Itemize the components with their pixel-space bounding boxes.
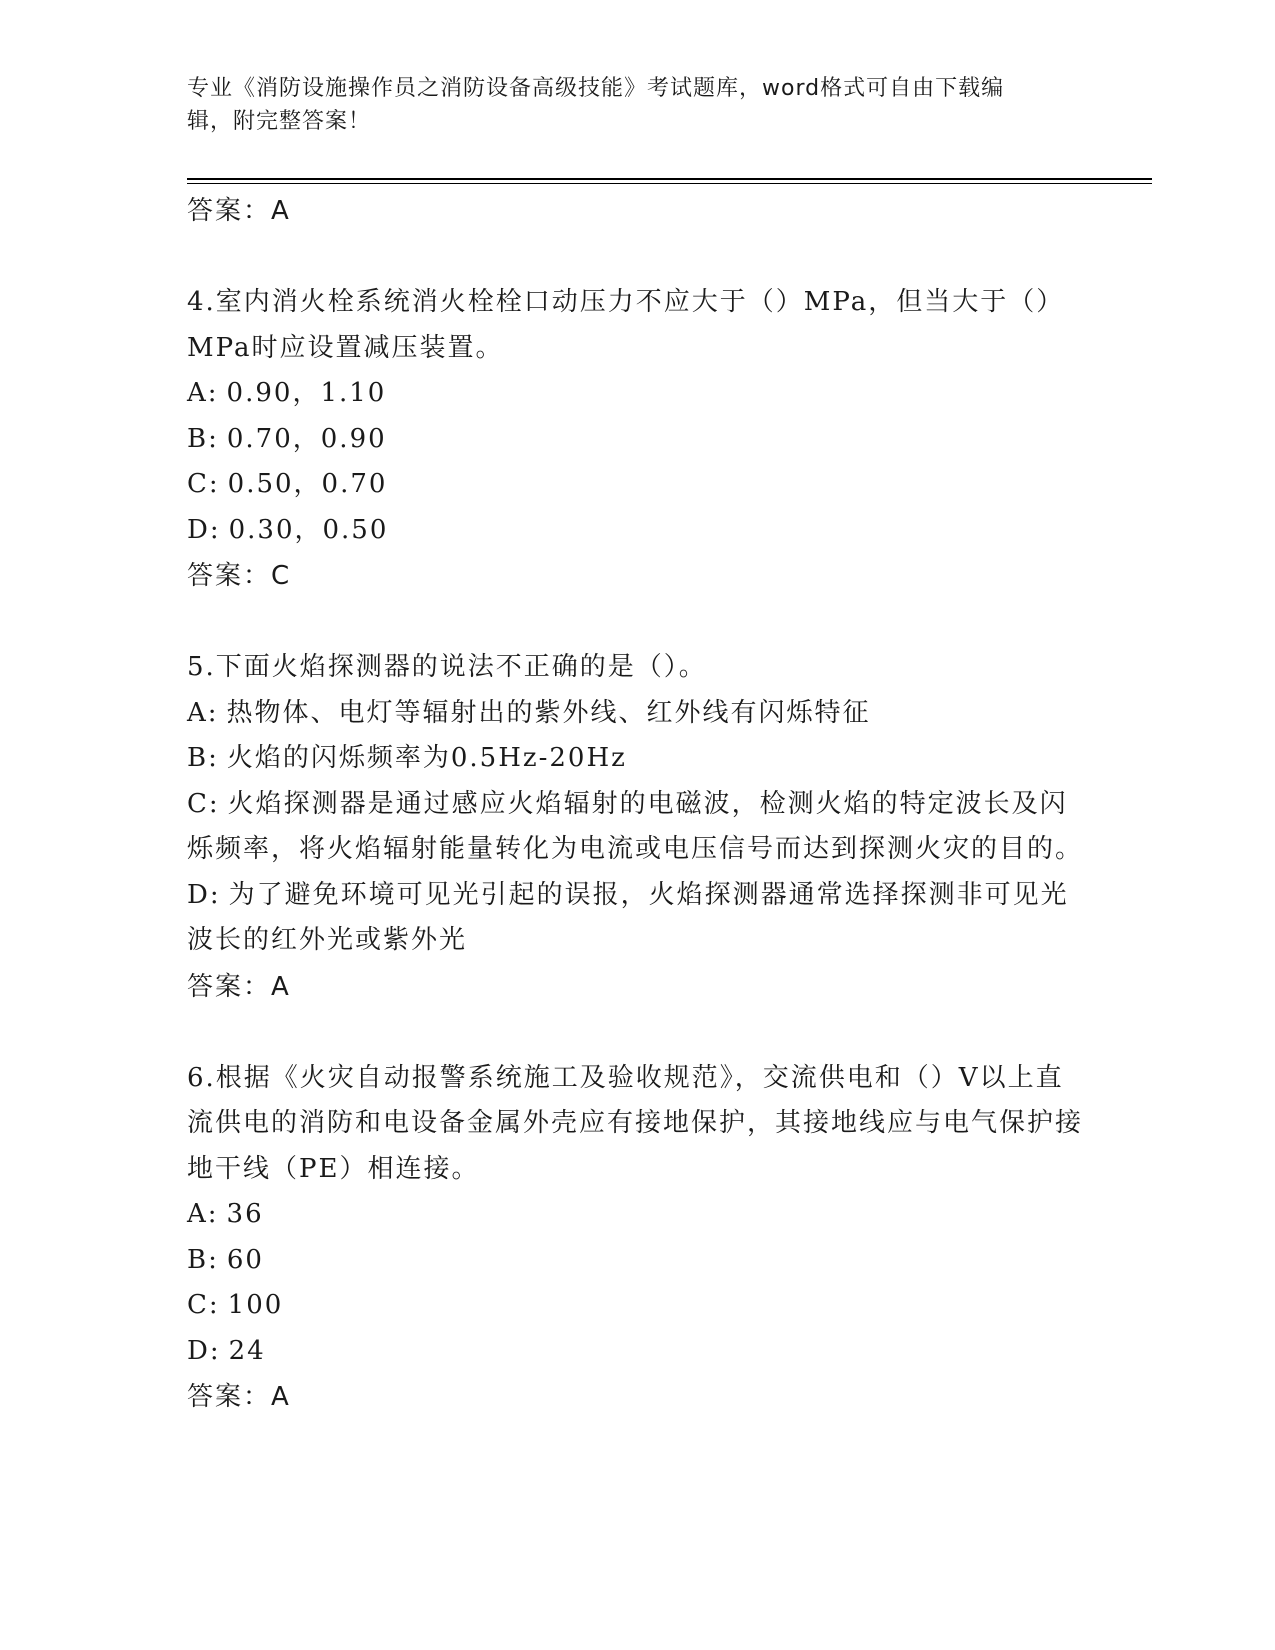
option-letter: B:: [187, 743, 219, 773]
option-letter: A:: [187, 1199, 219, 1229]
option-a: [187, 371, 1087, 417]
option-text: 0.90，1.10: [226, 378, 387, 408]
option-text: 0.30，0.50: [228, 514, 389, 545]
answer-line: [187, 964, 1087, 1010]
option-letter: A:: [187, 697, 219, 728]
option-letter: D:: [187, 514, 221, 545]
document-header: [187, 72, 1087, 138]
option-b: [187, 1238, 1087, 1284]
option-b: [187, 417, 1087, 463]
answer-label: 答案：: [187, 1382, 272, 1412]
header-line-2: 辑，附完整答案！: [187, 109, 372, 134]
document-body: [187, 188, 1087, 1420]
option-c: [187, 462, 1087, 508]
option-text: 60: [226, 1244, 264, 1275]
question-stem: 6.根据《火灾自动报警系统施工及验收规范》，交流供电和（）V以上直流供电的消防和电设备金属外壳应有接地保护，其接地线应与电气保护接地干线（PE）相连接。: [187, 1062, 1084, 1184]
answer-line: [187, 1374, 1087, 1420]
header-line-1: 专业《消防设施操作员之消防设备高级技能》考试题库，word格式可自由下载编: [187, 76, 1005, 101]
option-c: [187, 782, 1087, 873]
option-d: [187, 508, 1087, 554]
answer-value: A: [271, 196, 291, 226]
question-block: [187, 280, 1087, 599]
option-letter: D:: [187, 1335, 221, 1366]
header-divider-thick: [187, 178, 1152, 180]
option-c: [187, 1283, 1087, 1329]
option-letter: D:: [187, 879, 221, 910]
answer-line: [187, 553, 1087, 599]
question-stem: 5.下面火焰探测器的说法不正确的是（）。: [187, 652, 707, 682]
option-text: 0.70，0.90: [226, 423, 387, 454]
option-text: 24: [228, 1335, 266, 1366]
option-text: 热物体、电灯等辐射出的紫外线、红外线有闪烁特征: [226, 697, 871, 728]
option-letter: A:: [187, 378, 219, 408]
option-d: [187, 1329, 1087, 1375]
option-b: [187, 736, 1087, 782]
answer-label: 答案：: [187, 561, 272, 591]
answer-label: 答案：: [187, 971, 272, 1002]
option-text: 0.50，0.70: [227, 469, 388, 499]
option-letter: C:: [187, 788, 220, 819]
option-letter: B:: [187, 1244, 219, 1275]
option-a: [187, 1192, 1087, 1238]
option-a: [187, 691, 1087, 737]
header-divider-thin: [187, 183, 1152, 184]
answer-label: 答案：: [187, 196, 272, 226]
option-text: 为了避免环境可见光引起的误报，火焰探测器通常选择探测非可见光波长的红外光或紫外光: [187, 879, 1069, 955]
answer-value: A: [271, 1382, 291, 1412]
option-d: [187, 873, 1087, 964]
option-text: 火焰探测器是通过感应火焰辐射的电磁波，检测火焰的特定波长及闪烁频率，将火焰辐射能量转化为电流或电压信号而达到探测火灾的目的。: [187, 788, 1084, 864]
option-letter: C:: [187, 1290, 220, 1320]
question-stem: 4.室内消火栓系统消火栓栓口动压力不应大于（）MPa，但当大于（）MPa时应设置减压装置。: [187, 287, 1065, 363]
option-letter: C:: [187, 469, 220, 499]
option-text: 100: [227, 1290, 284, 1320]
answer-value: A: [271, 971, 291, 1002]
answer-line: [187, 188, 1087, 234]
question-block: [187, 1056, 1087, 1421]
option-text: 36: [226, 1199, 264, 1229]
option-text: 火焰的闪烁频率为0.5Hz-20Hz: [226, 743, 627, 773]
option-letter: B:: [187, 423, 219, 454]
answer-value: C: [271, 561, 292, 591]
question-block: [187, 645, 1087, 1010]
